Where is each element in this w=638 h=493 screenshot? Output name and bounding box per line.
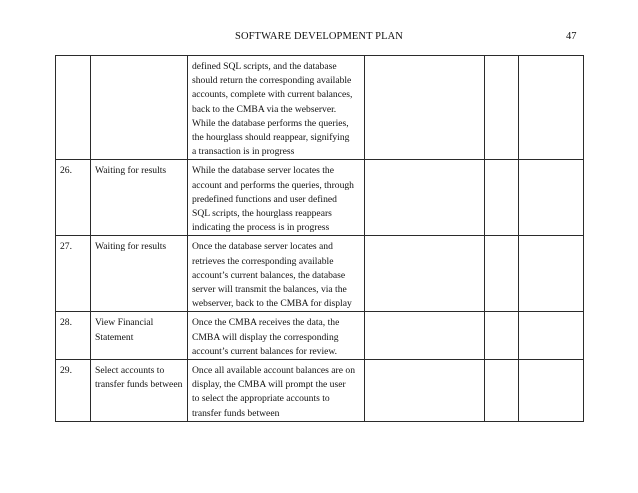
step-name-cell: Waiting for results: [91, 236, 188, 312]
step-name-cell: Select accounts to transfer funds between: [91, 360, 188, 422]
step-description-cell: defined SQL scripts, and the database should return the corresponding available accounts, complete with current balances, back to the CMBA via the webserver. While the database performs the queries, the hourglass should reappear, signifying a transaction is in progress: [188, 56, 365, 160]
table-row: [56, 236, 584, 312]
empty-cell: [485, 312, 519, 360]
page-header-title: SOFTWARE DEVELOPMENT PLAN: [235, 31, 403, 42]
step-number-cell: [56, 56, 91, 160]
empty-cell: [365, 360, 485, 422]
table-row: [56, 56, 584, 160]
empty-cell: [519, 236, 584, 312]
step-description-cell: Once the CMBA receives the data, the CMBA will display the corresponding account’s current balances for review.: [188, 312, 365, 360]
test-procedure-table: [55, 55, 584, 422]
step-name-cell: Waiting for results: [91, 160, 188, 236]
empty-cell: [519, 312, 584, 360]
empty-cell: [365, 160, 485, 236]
step-name-cell: View Financial Statement: [91, 312, 188, 360]
empty-cell: [365, 236, 485, 312]
empty-cell: [519, 360, 584, 422]
step-description-cell: Once the database server locates and retrieves the corresponding available account’s current balances, the database server will transmit the balances, via the webserver, back to the CMBA for display: [188, 236, 365, 312]
empty-cell: [485, 360, 519, 422]
step-number-cell: 28.: [56, 312, 91, 360]
table-row: [56, 160, 584, 236]
table-row: [56, 360, 584, 422]
step-number-cell: 26.: [56, 160, 91, 236]
empty-cell: [485, 160, 519, 236]
step-number-cell: 29.: [56, 360, 91, 422]
step-number-cell: 27.: [56, 236, 91, 312]
step-description-cell: Once all available account balances are on display, the CMBA will prompt the user to select the appropriate accounts to transfer funds between: [188, 360, 365, 422]
table-row: [56, 312, 584, 360]
empty-cell: [485, 236, 519, 312]
empty-cell: [485, 56, 519, 160]
empty-cell: [365, 312, 485, 360]
step-name-cell: [91, 56, 188, 160]
page-number: 47: [566, 31, 577, 42]
empty-cell: [519, 160, 584, 236]
empty-cell: [365, 56, 485, 160]
empty-cell: [519, 56, 584, 160]
step-description-cell: While the database server locates the account and performs the queries, through predefined functions and user defined SQL scripts, the hourglass reappears indicating the process is in progress: [188, 160, 365, 236]
